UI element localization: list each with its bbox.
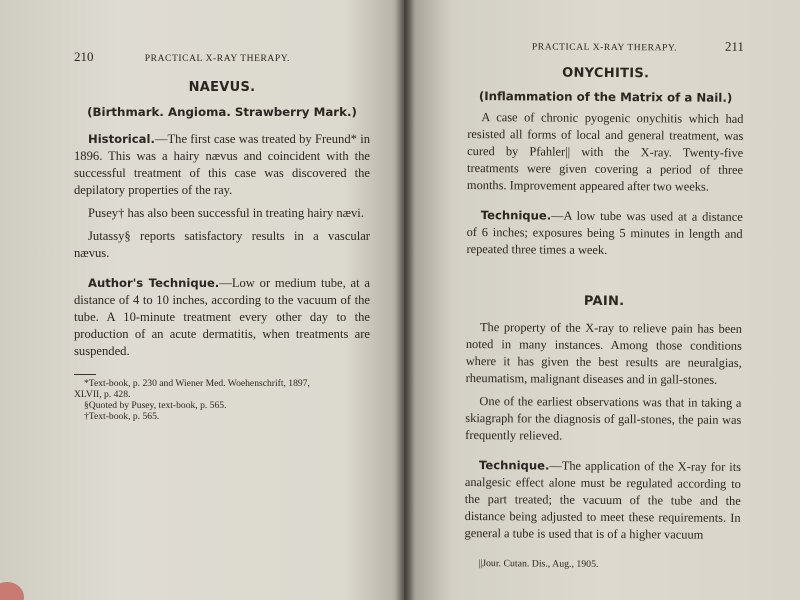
paragraph-author-technique [74, 275, 370, 360]
footnote-rule [74, 374, 96, 375]
paragraph-onychitis-case [467, 109, 744, 196]
footnote: XLVII, p. 428. [74, 389, 131, 400]
left-page-number: 210 [74, 49, 94, 64]
lead-historical: Historical. [88, 132, 155, 146]
right-page-number: 211 [724, 38, 744, 54]
text-pusey: Pusey† has also been successful in treating hairy nævi. [88, 206, 364, 220]
naevus-subtitle: (Birthmark. Angioma. Strawberry Mark.) [87, 105, 357, 119]
paragraph-jutassy [74, 228, 370, 262]
onychitis-subtitle: (Inflammation of the Matrix of a Nail.) [478, 89, 733, 105]
lead-pain-technique: Technique. [478, 458, 550, 473]
lead-author-technique: Author's Technique. [88, 276, 220, 290]
left-page-text [74, 48, 370, 422]
text-pain-observation: One of the earliest observations was that in taking a skiagraph for the diagnosis of gall-stones, the pain was frequently relieved. [465, 394, 742, 443]
paragraph-historical [74, 131, 370, 199]
lead-onychitis-technique: Technique. [480, 208, 552, 223]
pain-title: PAIN. [583, 293, 625, 310]
text-jutassy: Jutassy§ reports satisfactory results in a vascular nævus. [74, 229, 370, 260]
footnote: ||Jour. Cutan. Dis., Aug., 1905. [478, 558, 599, 570]
text-onychitis-case: A case of chronic pyogenic onychitis which had resisted all forms of local and general treatment, was cured by Pfahler|| with the X-ray. Twenty-five treatments were given covering a period of three months. Improvement appeared after two weeks. [466, 110, 744, 194]
text-onychitis-technique: —A low tube was used at a distance of 6 inches; exposures being 5 minutes in length and repeated three times a week. [466, 208, 743, 257]
right-page-text [464, 36, 744, 571]
onychitis-title: ONYCHITIS. [562, 65, 650, 82]
paragraph-pain-technique [464, 457, 741, 544]
right-footnotes [464, 558, 740, 571]
right-running-head [468, 36, 744, 58]
footnote: †Text-book, p. 565. [84, 411, 160, 422]
text-author-technique: —Low or medium tube, at a distance of 4 to 10 inches, according to the vacuum of the tube. A 10-minute treatment every other day to the production of an acute dermatitis, when treatments are suspended. [74, 276, 370, 358]
right-running-title: PRACTICAL X-RAY THERAPY. [531, 42, 678, 54]
paragraph-pain-observation [465, 393, 741, 446]
footnote: *Text-book, p. 230 and Wiener Med. Woehenschrift, 1897, [84, 378, 310, 389]
text-pain-technique: —The application of the X-ray for its analgesic effect alone must be regulated according to the part treated; the vacuum of the tube and the distance being adjusted to meet these requirements. In general a tube is used that is of a higher vacuum [464, 458, 742, 542]
paragraph-onychitis-technique [466, 207, 742, 260]
book-gutter [396, 0, 414, 600]
left-running-title: PRACTICAL X-RAY THERAPY. [144, 54, 290, 64]
text-historical: —The first case was treated by Freund* in 1896. This was a hairy nævus and coincident with the successful treatment of this case was discovered the depilatory properties of the ray. [74, 132, 370, 197]
left-running-head [74, 48, 370, 68]
footnote: §Quoted by Pusey, text-book, p. 565. [84, 400, 227, 411]
paragraph-pusey [74, 205, 370, 222]
left-footnotes [74, 378, 370, 422]
naevus-title: NAEVUS. [188, 80, 256, 95]
text-pain-property: The property of the X-ray to relieve pain has been noted in many instances. Among those conditions where it has given the best results are neuralgias, rheumatism, malignant diseases and in gall-stones. [465, 320, 743, 387]
paragraph-pain-property [466, 319, 742, 389]
